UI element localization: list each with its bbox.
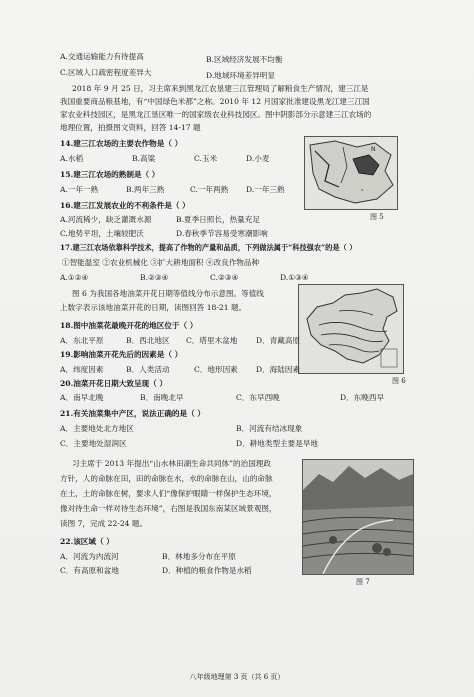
passage1-line1: 2018 年 9 月 25 日，习主席来到黑龙江农垦建三江管理局了解粮食生产情况，建三江是 [72, 84, 369, 93]
q22-option-a: A．河流为内流河 [60, 552, 119, 561]
q15-option-d: D.一年三熟 [246, 185, 285, 194]
q18-option-a: A．东北平原 [60, 336, 104, 345]
q20-option-c: C．东早西晚 [236, 393, 280, 402]
q19-option-a: A．纬度因素 [60, 365, 104, 374]
q22-option-d: D．种植的粮食作物是水稻 [162, 566, 252, 575]
q20-stem: 20.油菜开花日期大致呈现（ ） [60, 379, 167, 388]
q22-option-b: B．林地多分布在平原 [162, 552, 236, 561]
q21-option-c: C．主要地处湿润区 [60, 439, 127, 448]
passage3-line1: 习主席于 2013 年提出“山水林田湖生命共同体”的治国理政 [72, 459, 271, 468]
q17-stem: 17.建三江农场依靠科学技术，提高了作物的产量和品质，下列做法属于“科技强农”的是（ ） [60, 243, 357, 252]
q22-stem: 22.该区域（ ） [60, 537, 114, 546]
q20-option-d: D．东晚西早 [340, 393, 385, 402]
q19-stem: 19.影响油菜开花先后的因素是（ ） [60, 350, 183, 359]
q18-option-c: C．塔里木盆地 [186, 336, 238, 345]
q20-option-b: B．南晚北早 [140, 393, 184, 402]
q17-option-b: B.②③④ [140, 273, 169, 282]
passage2-line2: 上数字表示该地油菜开花的日期，读图回答 18-21 题。 [60, 303, 247, 312]
q16-option-b: B.夏季日照长，热量充足 [176, 215, 260, 224]
q14-stem: 14.建三江农场的主要农作物是（ ） [60, 139, 183, 148]
q19-option-d: D．海陆因素 [256, 365, 301, 374]
q15-option-b: B.两年三熟 [126, 185, 165, 194]
q21-option-d: D．耕地类型主要是旱地 [236, 439, 319, 448]
passage1-line3: 家农业科技园区，是黑龙江垦区唯一的国家级农业科技园区。图中阴影部分示意建三江农场的 [60, 110, 372, 119]
q16-option-c: C.地势平坦，土壤较肥沃 [60, 229, 144, 238]
china-isoline-map-graphic [299, 285, 403, 373]
q14-option-d: D.小麦 [246, 154, 270, 163]
passage1-line4: 地理位置，拍摄图文资料，回答 14-17 题 [60, 123, 201, 132]
q19-option-c: C．地形因素 [194, 365, 238, 374]
passage3-line3: 在土，土的命脉在树，要求人们“像保护眼睛一样保护生态环境， [60, 489, 277, 498]
q20-option-a: A．南早北晚 [60, 393, 104, 402]
q17-option-c: C.②③④ [210, 273, 239, 282]
passage3-line5: 读图 7，完成 22-24 题。 [60, 519, 148, 528]
q18-option-d: D．青藏高原 [256, 336, 301, 345]
svg-text:N: N [371, 146, 376, 153]
q19-option-b: B．人类活动 [126, 365, 170, 374]
figure-5-caption: 图 5 [370, 213, 384, 221]
figure-6-caption: 图 6 [392, 377, 406, 385]
q18-option-b: B．西北地区 [126, 336, 170, 345]
q16-option-d: D.春秋季节容易受寒潮影响 [176, 229, 268, 238]
passage3-line4: 像对待生命一样对待生态环境”，右图是我国东南某区域景观图， [60, 504, 277, 513]
passage3-line2: 方针，人的命脉在田，田的命脉在水，水的命脉在山，山的命脉 [60, 474, 273, 483]
heilongjiang-map-graphic [305, 137, 397, 209]
passage1-line2: 我国重要商品粮基地，有“中国绿色米都”之称。2010 年 12 月国家批准建设黑龙江建三江国 [60, 97, 370, 106]
q21-option-a: A．主要地处北方地区 [60, 424, 134, 433]
q15-option-a: A.一年一熟 [60, 185, 99, 194]
terraced-landscape-graphic [303, 460, 413, 574]
q21-option-b: B．河流有结冰现象 [236, 424, 303, 433]
q17-choices: ①智能温室 ②农业机械化 ③扩大耕地面积 ④改良作物品种 [62, 258, 260, 267]
figure-7-caption: 图 7 [356, 578, 370, 586]
q15-stem: 15.建三江农场的熟制是（ ） [60, 170, 160, 179]
option-b: B.区域经济发展不均衡 [206, 55, 283, 64]
q21-stem: 21.有关油菜集中产区，说法正确的是（ ） [60, 409, 205, 418]
q17-option-a: A.①②④ [60, 273, 89, 282]
q18-stem: 18.图中油菜花最晚开花的地区位于（ ） [60, 321, 198, 330]
q17-option-d: D.①③④ [280, 273, 309, 282]
figure-5-map [304, 136, 398, 210]
q14-option-c: C.玉米 [194, 154, 218, 163]
option-c: C.区域人口疏密程度差异大 [60, 68, 152, 77]
option-a: A.交通运输能力有待提高 [60, 52, 144, 61]
q16-stem: 16.建三江发展农业的不利条件是（ ） [60, 201, 190, 210]
passage2-line1: 图 6 为我国各地油菜开花日期等值线分布示意图。等值线 [72, 289, 264, 298]
q22-option-c: C．有高原和盆地 [60, 566, 119, 575]
page-footer: 八年级地理第 3 页（共 6 页） [189, 673, 285, 681]
option-d: D.地域环境差异明显 [206, 71, 275, 80]
q14-option-a: A.水稻 [60, 154, 84, 163]
q15-option-c: C.一年两熟 [190, 185, 229, 194]
figure-6-china-map [298, 284, 404, 374]
q16-option-a: A.河流稀少，缺乏灌溉水源 [60, 215, 152, 224]
figure-7-landscape-photo [302, 459, 414, 575]
q14-option-b: B.高粱 [132, 154, 156, 163]
svg-text:°: ° [361, 189, 364, 195]
